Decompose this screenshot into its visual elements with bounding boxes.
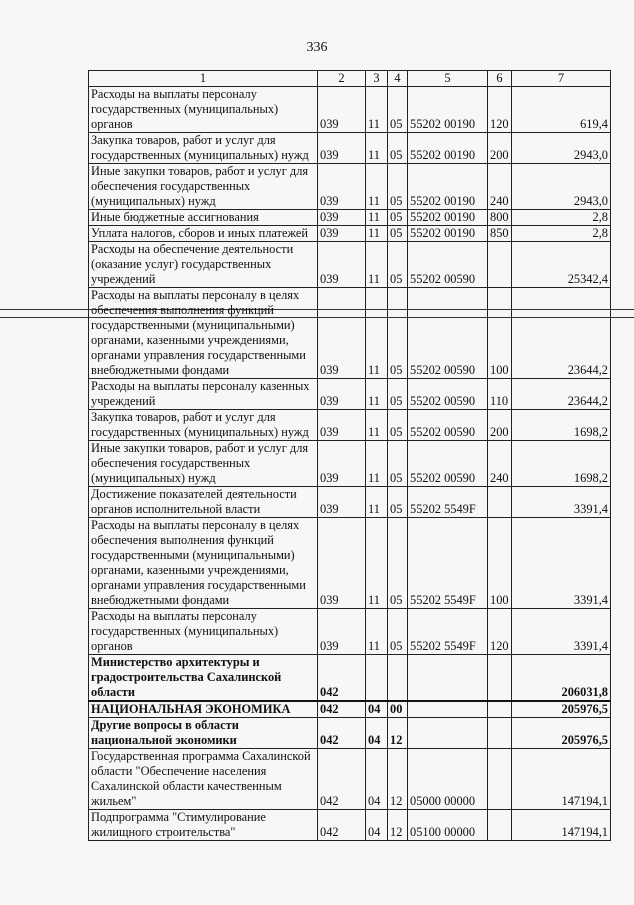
cell-target-article: 05000 00000 [408, 749, 488, 810]
cell-subsection-code: 05 [388, 133, 408, 164]
cell-expense-type: 240 [488, 164, 512, 210]
table-row [89, 210, 611, 226]
column-header: 6 [488, 71, 512, 87]
table-row [89, 655, 611, 702]
cell-amount: 2,8 [512, 210, 611, 226]
cell-target-article: 55202 00590 [408, 379, 488, 410]
cell-section-code: 11 [366, 609, 388, 655]
cell-target-article [408, 701, 488, 718]
cell-amount: 25342,4 [512, 242, 611, 288]
cell-department-code: 039 [318, 379, 366, 410]
cell-name: Уплата налогов, сборов и иных платежей [89, 226, 318, 242]
cell-section-code: 04 [366, 810, 388, 841]
cell-section-code: 04 [366, 701, 388, 718]
cell-amount: 2943,0 [512, 133, 611, 164]
cell-expense-type [488, 655, 512, 702]
cell-section-code: 11 [366, 210, 388, 226]
cell-target-article: 55202 00190 [408, 210, 488, 226]
table-row [89, 718, 611, 749]
table-row [89, 701, 611, 718]
cell-section-code: 11 [366, 288, 388, 379]
cell-subsection-code: 05 [388, 226, 408, 242]
cell-name: Расходы на выплаты персоналу государственных (муниципальных) органов [89, 87, 318, 133]
cell-amount: 2,8 [512, 226, 611, 242]
cell-section-code: 11 [366, 441, 388, 487]
cell-name: Расходы на выплаты персоналу в целях обеспечения выполнения функций государственными (муниципальными) органами, казенными учреждениями, органами управления государственными внебюджетными фондами [89, 518, 318, 609]
cell-expense-type: 200 [488, 410, 512, 441]
cell-target-article: 55202 00190 [408, 164, 488, 210]
cell-subsection-code: 05 [388, 487, 408, 518]
cell-department-code: 039 [318, 609, 366, 655]
cell-section-code: 11 [366, 133, 388, 164]
cell-name: Закупка товаров, работ и услуг для государственных (муниципальных) нужд [89, 410, 318, 441]
cell-target-article: 55202 00590 [408, 288, 488, 379]
cell-expense-type [488, 487, 512, 518]
table-row [89, 810, 611, 841]
cell-amount: 23644,2 [512, 379, 611, 410]
cell-subsection-code: 05 [388, 242, 408, 288]
cell-subsection-code: 12 [388, 749, 408, 810]
table-row [89, 379, 611, 410]
cell-target-article: 55202 00190 [408, 226, 488, 242]
cell-amount: 205976,5 [512, 718, 611, 749]
table-row [89, 410, 611, 441]
cell-expense-type: 850 [488, 226, 512, 242]
cell-department-code: 039 [318, 441, 366, 487]
cell-expense-type: 100 [488, 288, 512, 379]
cell-department-code: 039 [318, 288, 366, 379]
header-row [89, 71, 611, 87]
cell-subsection-code: 05 [388, 87, 408, 133]
cell-target-article: 55202 5549F [408, 609, 488, 655]
cell-amount: 619,4 [512, 87, 611, 133]
cell-name: Иные бюджетные ассигнования [89, 210, 318, 226]
cell-subsection-code: 12 [388, 810, 408, 841]
cell-subsection-code: 05 [388, 609, 408, 655]
cell-name: Расходы на обеспечение деятельности (оказание услуг) государственных учреждений [89, 242, 318, 288]
cell-name: Расходы на выплаты персоналу казенных учреждений [89, 379, 318, 410]
cell-expense-type: 800 [488, 210, 512, 226]
budget-table [88, 70, 611, 841]
cell-section-code: 11 [366, 379, 388, 410]
cell-target-article: 55202 00590 [408, 441, 488, 487]
table-row [89, 749, 611, 810]
table-row [89, 226, 611, 242]
table-row [89, 609, 611, 655]
cell-name: Достижение показателей деятельности органов исполнительной власти [89, 487, 318, 518]
cell-expense-type: 110 [488, 379, 512, 410]
cell-department-code: 042 [318, 810, 366, 841]
cell-name: Закупка товаров, работ и услуг для государственных (муниципальных) нужд [89, 133, 318, 164]
table-row [89, 242, 611, 288]
cell-name: Расходы на выплаты персоналу государственных (муниципальных) органов [89, 609, 318, 655]
cell-amount: 147194,1 [512, 810, 611, 841]
cell-amount: 1698,2 [512, 441, 611, 487]
cell-subsection-code: 12 [388, 718, 408, 749]
cell-amount: 3391,4 [512, 487, 611, 518]
cell-subsection-code: 05 [388, 518, 408, 609]
cell-name: Государственная программа Сахалинской области "Обеспечение населения Сахалинской области качественным жильем" [89, 749, 318, 810]
table-row [89, 487, 611, 518]
cell-section-code: 11 [366, 164, 388, 210]
cell-amount: 205976,5 [512, 701, 611, 718]
cell-subsection-code: 05 [388, 210, 408, 226]
page-number: 336 [306, 40, 328, 55]
cell-expense-type: 100 [488, 518, 512, 609]
cell-amount: 147194,1 [512, 749, 611, 810]
cell-target-article: 55202 5549F [408, 518, 488, 609]
cell-section-code: 11 [366, 410, 388, 441]
cell-amount: 206031,8 [512, 655, 611, 702]
cell-expense-type [488, 701, 512, 718]
cell-section-code: 11 [366, 226, 388, 242]
cell-amount: 3391,4 [512, 609, 611, 655]
cell-department-code: 042 [318, 701, 366, 718]
cell-section-code: 11 [366, 87, 388, 133]
cell-name: Другие вопросы в области национальной экономики [89, 718, 318, 749]
cell-expense-type [488, 810, 512, 841]
cell-subsection-code [388, 655, 408, 702]
column-header: 3 [366, 71, 388, 87]
column-header: 2 [318, 71, 366, 87]
cell-expense-type [488, 242, 512, 288]
cell-department-code: 042 [318, 749, 366, 810]
cell-amount: 2943,0 [512, 164, 611, 210]
cell-expense-type: 120 [488, 609, 512, 655]
cell-expense-type: 240 [488, 441, 512, 487]
cell-expense-type [488, 749, 512, 810]
column-header: 5 [408, 71, 488, 87]
cell-target-article: 05100 00000 [408, 810, 488, 841]
cell-section-code: 11 [366, 518, 388, 609]
cell-target-article [408, 655, 488, 702]
table-row [89, 133, 611, 164]
cell-department-code: 039 [318, 210, 366, 226]
cell-name: Министерство архитектуры и градостроительства Сахалинской области [89, 655, 318, 702]
cell-section-code: 11 [366, 242, 388, 288]
cell-expense-type: 200 [488, 133, 512, 164]
cell-department-code: 039 [318, 87, 366, 133]
cell-amount: 23644,2 [512, 288, 611, 379]
table-row [89, 87, 611, 133]
cell-subsection-code: 05 [388, 410, 408, 441]
cell-subsection-code: 05 [388, 164, 408, 210]
cell-section-code [366, 655, 388, 702]
cell-subsection-code: 00 [388, 701, 408, 718]
cell-department-code: 039 [318, 164, 366, 210]
cell-department-code: 039 [318, 487, 366, 518]
cell-name: Подпрограмма "Стимулирование жилищного строительства" [89, 810, 318, 841]
cell-target-article: 55202 00590 [408, 242, 488, 288]
cell-target-article: 55202 00590 [408, 410, 488, 441]
cell-name: Расходы на выплаты персоналу в целях обеспечения выполнения функций государственными (муниципальными) органами, казенными учреждениями, органами управления государственными внебюджетными фондами [89, 288, 318, 379]
cell-department-code: 039 [318, 410, 366, 441]
table-row [89, 288, 611, 379]
table-row [89, 518, 611, 609]
cell-department-code: 042 [318, 718, 366, 749]
cell-name: НАЦИОНАЛЬНАЯ ЭКОНОМИКА [89, 701, 318, 718]
cell-department-code: 042 [318, 655, 366, 702]
cell-department-code: 039 [318, 133, 366, 164]
column-header: 1 [89, 71, 318, 87]
cell-expense-type: 120 [488, 87, 512, 133]
table-row [89, 164, 611, 210]
cell-section-code: 04 [366, 718, 388, 749]
cell-target-article: 55202 00190 [408, 87, 488, 133]
cell-department-code: 039 [318, 518, 366, 609]
cell-section-code: 11 [366, 487, 388, 518]
cell-department-code: 039 [318, 242, 366, 288]
column-header: 4 [388, 71, 408, 87]
cell-expense-type [488, 718, 512, 749]
cell-section-code: 04 [366, 749, 388, 810]
cell-target-article: 55202 5549F [408, 487, 488, 518]
cell-target-article [408, 718, 488, 749]
cell-department-code: 039 [318, 226, 366, 242]
column-header: 7 [512, 71, 611, 87]
cell-amount: 1698,2 [512, 410, 611, 441]
table-row [89, 441, 611, 487]
cell-name: Иные закупки товаров, работ и услуг для обеспечения государственных (муниципальных) нужд [89, 441, 318, 487]
cell-subsection-code: 05 [388, 288, 408, 379]
cell-amount: 3391,4 [512, 518, 611, 609]
cell-target-article: 55202 00190 [408, 133, 488, 164]
cell-subsection-code: 05 [388, 379, 408, 410]
cell-subsection-code: 05 [388, 441, 408, 487]
cell-name: Иные закупки товаров, работ и услуг для обеспечения государственных (муниципальных) нужд [89, 164, 318, 210]
